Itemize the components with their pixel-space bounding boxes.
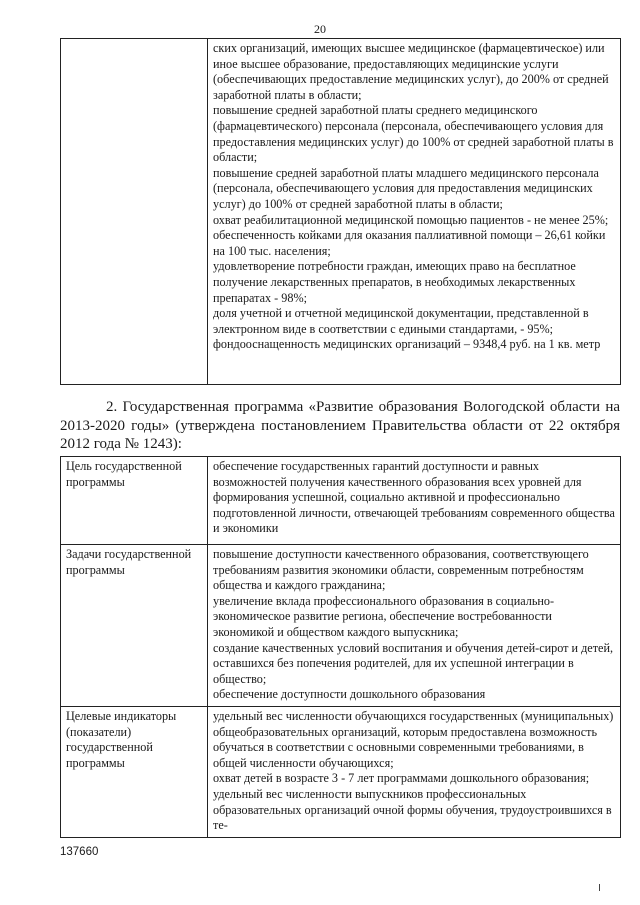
list-item: удельный вес численности выпускников профессиональных образовательных организаций очной формы обучения, трудоустроившихся в те- bbox=[213, 786, 612, 833]
continuation-indicators-cell bbox=[208, 39, 621, 385]
list-item: охват реабилитационной медицинской помощью пациентов - не менее 25%; bbox=[213, 212, 609, 227]
indicators-cell bbox=[208, 706, 621, 837]
program-table bbox=[60, 456, 621, 838]
list-item: фондооснащенность медицинских организаций – 9348,4 руб. на 1 кв. метр bbox=[213, 337, 601, 352]
list-item: удовлетворение потребности граждан, имеющих право на бесплатное получение лекарственных препаратов, в необходимых лекарственных препаратах - 98%; bbox=[213, 259, 576, 305]
tasks-cell bbox=[208, 545, 621, 707]
list-item: создание качественных условий воспитания и обучения детей-сирот и детей, оставшихся без попечения родителей, для их успешной интеграции в общество; bbox=[213, 640, 614, 686]
section-heading bbox=[60, 398, 620, 454]
document-code: 137660 bbox=[60, 846, 99, 858]
scan-mark bbox=[599, 884, 600, 891]
empty-label-cell bbox=[61, 39, 208, 385]
indicators-label: Целевые индикаторы (показатели) государственной программы bbox=[61, 706, 208, 837]
goal-text: обеспечение государственных гарантий доступности и равных возможностей получения качественного образования всех уровней для формирования успешной, социально активной и профессионально подготовленной личности, отвечающей требованиям современного общества и экономики bbox=[208, 457, 621, 545]
table-row bbox=[61, 39, 621, 385]
list-item: обеспеченность койками для оказания паллиативной помощи – 26,61 койки на 100 тыс. населения; bbox=[213, 228, 606, 258]
list-item: повышение средней заработной платы среднего медицинского (фармацевтического) персонала (персонала, обеспечивающего условия для предоставления медицинских услуг) до 100% от средней заработной платы в области; bbox=[213, 103, 614, 165]
list-item: охват детей в возрасте 3 - 7 лет программами дошкольного образования; bbox=[213, 771, 590, 786]
goal-label: Цель государственной программы bbox=[61, 457, 208, 545]
tasks-label: Задачи государственной программы bbox=[61, 545, 208, 707]
list-item: повышение доступности качественного образования, соответствующего требованиям развития экономики области, современным потребностям общества и каждого гражданина; bbox=[213, 547, 589, 593]
page-number: 20 bbox=[314, 22, 326, 36]
list-item: увеличение вклада профессионального образования в социально-экономическое развитие региона, обеспечение востребованности экономикой и обществом каждого выпускника; bbox=[213, 593, 555, 639]
table-row bbox=[61, 706, 621, 837]
list-item: ских организаций, имеющих высшее медицинское (фармацевтическое) или иное высшее образование, предоставляющих медицинские услуги (обеспечивающих предоставление медицинских услуг), до 200% от средней заработной платы в области; bbox=[213, 41, 609, 102]
table-row bbox=[61, 545, 621, 707]
continuation-table bbox=[60, 38, 621, 385]
table-row bbox=[61, 457, 621, 545]
section-heading-text: 2. Государственная программа «Развитие образования Вологодской области на 2013-2020 годы» (утверждена постановлением Правительства области от 22 октября 2012 года № 1243): bbox=[60, 399, 620, 452]
list-item: доля учетной и отчетной медицинской документации, представленной в электронном виде в соответствии с едиными стандартами, - 95%; bbox=[213, 306, 589, 336]
list-item: обеспечение доступности дошкольного образования bbox=[213, 687, 486, 702]
list-item: удельный вес численности обучающихся государственных (муниципальных) общеобразовательных организаций, которым предоставлена возможность обучаться в соответствии с основными современными требованиями, в общей численности обучающихся; bbox=[213, 708, 614, 770]
list-item: повышение средней заработной платы младшего медицинского персонала (персонала, обеспечивающего условия для предоставления медицинских услуг) до 100% от средней заработной платы в области; bbox=[213, 165, 599, 211]
